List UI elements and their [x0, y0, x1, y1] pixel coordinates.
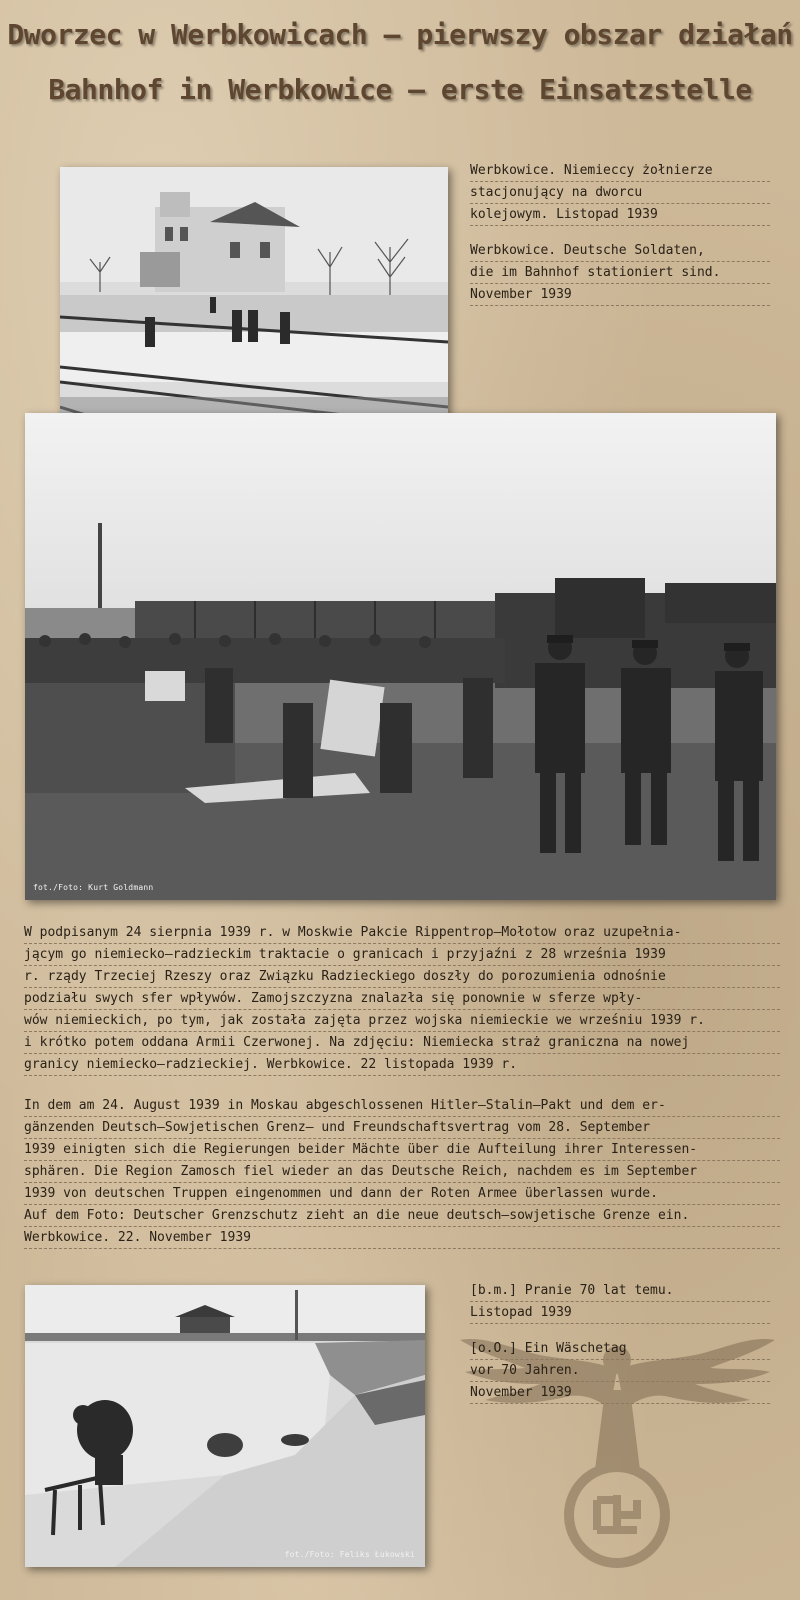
text-line: Werbkowice. 22. November 1939 [24, 1227, 780, 1249]
title-polish: Dworzec w Werbkowicach – pierwszy obszar działań [7, 18, 793, 51]
text-line: sphären. Die Region Zamosch fiel wieder an das Deutsche Reich, nachdem es im September [24, 1161, 780, 1183]
caption-line: November 1939 [470, 1382, 770, 1404]
caption-line: Werbkowice. Niemieccy żołnierze [470, 160, 770, 182]
photo-laundry [25, 1285, 425, 1567]
caption-line: [b.m.] Pranie 70 lat temu. [470, 1280, 770, 1302]
text-german [24, 1095, 780, 1249]
text-line: jącym go niemiecko–radzieckim traktacie o granicach i przyjaźni z 28 września 1939 [24, 944, 780, 966]
text-line: i krótko potem oddana Armii Czerwonej. Na zdjęciu: Niemiecka straż graniczna na nowej [24, 1032, 780, 1054]
text-line: r. rządy Trzeciej Rzeszy oraz Związku Radzieckiego doszły do porozumienia odnośnie [24, 966, 780, 988]
text-line: granicy niemiecko–radzieckiej. Werbkowice. 22 listopada 1939 r. [24, 1054, 780, 1076]
caption-photo-station [470, 160, 770, 306]
text-line: 1939 von deutschen Truppen eingenommen und dann der Roten Armee überlassen wurde. [24, 1183, 780, 1205]
caption-line: [o.O.] Ein Wäschetag [470, 1338, 770, 1360]
photo-credit: fot./Foto: Kurt Goldmann [33, 883, 154, 892]
caption-line: Werbkowice. Deutsche Soldaten, [470, 240, 770, 262]
caption-line: November 1939 [470, 284, 770, 306]
photo-credit: fot./Foto: Feliks Łukowski [284, 1550, 415, 1559]
text-line: wów niemieckich, po tym, jak została zajęta przez wojska niemieckie we wrześniu 1939 r. [24, 1010, 780, 1032]
title-german: Bahnhof in Werbkowice – erste Einsatzstelle [48, 73, 752, 106]
caption-line: kolejowym. Listopad 1939 [470, 204, 770, 226]
text-line: Auf dem Foto: Deutscher Grenzschutz zieht an die neue deutsch–sowjetische Grenze ein. [24, 1205, 780, 1227]
text-line: 1939 einigten sich die Regierungen beider Mächte über die Aufteilung ihrer Interessen- [24, 1139, 780, 1161]
text-polish [24, 922, 780, 1076]
photo-border-guard [25, 413, 776, 900]
caption-line: vor 70 Jahren. [470, 1360, 770, 1382]
text-line: podziału swych sfer wpływów. Zamojszczyzna znalazła się ponownie w sferze wpły- [24, 988, 780, 1010]
caption-photo-laundry [470, 1280, 770, 1404]
caption-line: stacjonujący na dworcu [470, 182, 770, 204]
text-line: gänzenden Deutsch–Sowjetischen Grenz– und Freundschaftsvertrag vom 28. September [24, 1117, 780, 1139]
caption-line: die im Bahnhof stationiert sind. [470, 262, 770, 284]
text-line: W podpisanym 24 sierpnia 1939 r. w Moskwie Pakcie Rippentrop–Mołotow oraz uzupełnia- [24, 922, 780, 944]
text-line: In dem am 24. August 1939 in Moskau abgeschlossenen Hitler–Stalin–Pakt und dem er- [24, 1095, 780, 1117]
caption-line: Listopad 1939 [470, 1302, 770, 1324]
